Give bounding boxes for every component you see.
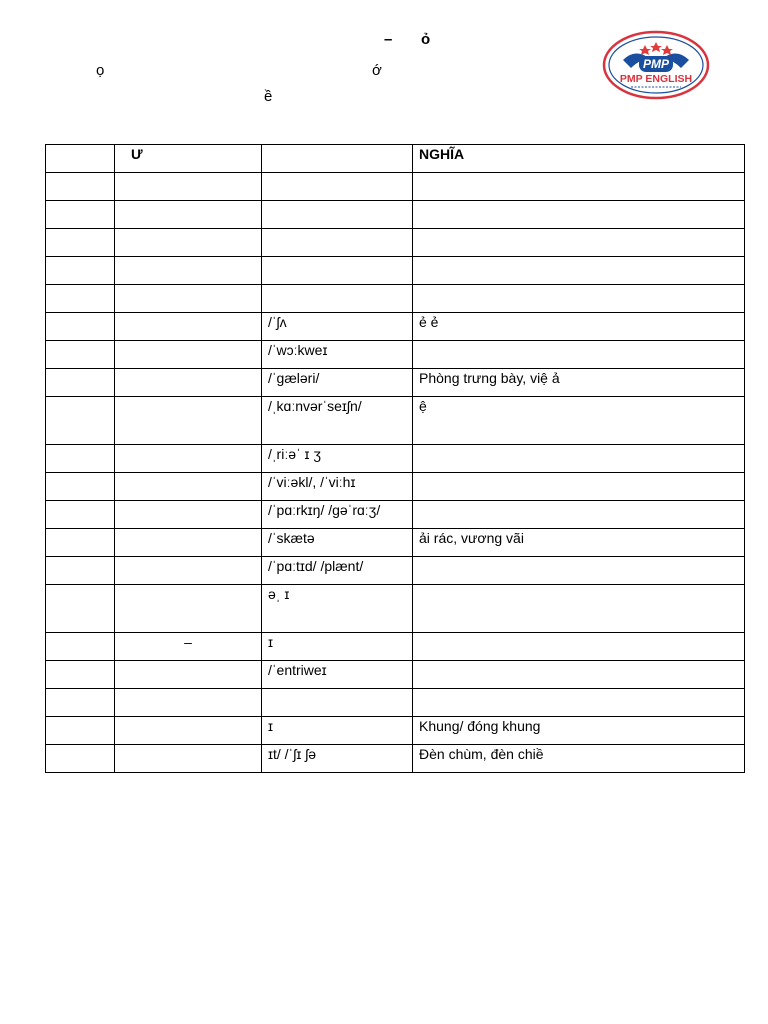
row-number [46,661,115,689]
row-word [115,445,262,473]
row-pronunciation: ɪt/ /ˈʃɪ ʃə [262,745,413,773]
table-row [46,445,745,473]
row-number [46,689,115,717]
row-meaning [413,173,745,201]
row-meaning: ải rác, vương vãi [413,529,745,557]
table-row [46,501,745,529]
row-meaning [413,285,745,313]
row-pronunciation: ɪ [262,717,413,745]
row-pronunciation: /ˈpɑːrkɪŋ/ /ɡəˈrɑːʒ/ [262,501,413,529]
table-row [46,369,745,397]
row-word [115,201,262,229]
row-pronunciation: əˌ ɪ [262,585,413,633]
row-meaning [413,585,745,633]
row-number [46,201,115,229]
row-number [46,369,115,397]
row-pronunciation: /ˈskætə [262,529,413,557]
row-pronunciation: /ˈviːəkl/, /ˈviːhɪ [262,473,413,501]
row-word [115,557,262,585]
row-word [115,689,262,717]
row-number [46,313,115,341]
row-word [115,745,262,773]
row-word [115,369,262,397]
table-row [46,661,745,689]
vocabulary-table [45,144,745,773]
row-word: – [115,633,262,661]
row-pronunciation: /ˈentriweɪ [262,661,413,689]
row-word [115,473,262,501]
row-meaning [413,229,745,257]
row-number [46,557,115,585]
row-word [115,717,262,745]
row-meaning [413,201,745,229]
row-word [115,341,262,369]
table-row [46,173,745,201]
table-row [46,585,745,633]
pmp-english-logo [601,30,711,100]
table-row [46,633,745,661]
row-word [115,285,262,313]
table-row [46,313,745,341]
row-word [115,501,262,529]
table-header-row [46,145,745,173]
table-row [46,257,745,285]
row-pronunciation [262,201,413,229]
intro-fragment-left: ọ [96,62,105,79]
row-number [46,229,115,257]
row-meaning [413,257,745,285]
header-number [46,145,115,173]
row-word [115,661,262,689]
row-number [46,397,115,445]
row-pronunciation: /ˈʃʌ [262,313,413,341]
row-word [115,585,262,633]
row-word [115,229,262,257]
row-meaning: ệ [413,397,745,445]
row-meaning [413,445,745,473]
pmp-english-logo-icon [601,30,711,100]
row-number [46,473,115,501]
row-number [46,717,115,745]
row-pronunciation: /ˌkɑːnvərˈseɪʃn/ [262,397,413,445]
row-meaning: Đèn chùm, đèn chiề [413,745,745,773]
row-pronunciation [262,689,413,717]
intro-fragment-line3: ề [264,88,273,105]
title-fragment: ỏ [421,31,431,48]
table-row [46,717,745,745]
table-row [46,473,745,501]
row-number [46,585,115,633]
row-number [46,501,115,529]
row-pronunciation: /ˌriːəˈ ɪ ʒ [262,445,413,473]
row-number [46,341,115,369]
table-row [46,397,745,445]
intro-fragment-right: ớ [372,62,382,79]
row-meaning: Khung/ đóng khung [413,717,745,745]
row-number [46,529,115,557]
row-pronunciation: /ˈpɑːtɪd/ /plænt/ [262,557,413,585]
vocabulary-table-body [46,145,745,773]
row-pronunciation: /ˈɡæləri/ [262,369,413,397]
row-meaning [413,341,745,369]
row-number [46,745,115,773]
logo-brand-text: PMP ENGLISH [619,73,693,85]
header-pronunciation [262,145,413,173]
table-row [46,201,745,229]
row-meaning: ẻ ẻ [413,313,745,341]
table-row [46,529,745,557]
row-number [46,445,115,473]
row-number [46,633,115,661]
row-pronunciation: /ˈwɔːkweɪ [262,341,413,369]
row-meaning [413,557,745,585]
table-row [46,745,745,773]
row-pronunciation [262,257,413,285]
row-word [115,313,262,341]
row-meaning [413,689,745,717]
logo-badge-text: PMP [642,57,670,71]
table-row [46,689,745,717]
row-meaning [413,473,745,501]
row-meaning [413,633,745,661]
row-pronunciation: ɪ [262,633,413,661]
table-row [46,229,745,257]
row-word [115,173,262,201]
row-word [115,397,262,445]
row-word [115,529,262,557]
row-pronunciation [262,285,413,313]
row-word [115,257,262,285]
title-dash: – [384,31,393,48]
row-number [46,173,115,201]
header-word: Ư [115,145,262,173]
row-pronunciation [262,173,413,201]
row-number [46,285,115,313]
row-meaning [413,501,745,529]
table-row [46,557,745,585]
row-meaning [413,661,745,689]
table-row [46,341,745,369]
table-row [46,285,745,313]
row-pronunciation [262,229,413,257]
row-number [46,257,115,285]
row-meaning: Phòng trưng bày, việ ả [413,369,745,397]
header-meaning: NGHĨA [413,145,745,173]
